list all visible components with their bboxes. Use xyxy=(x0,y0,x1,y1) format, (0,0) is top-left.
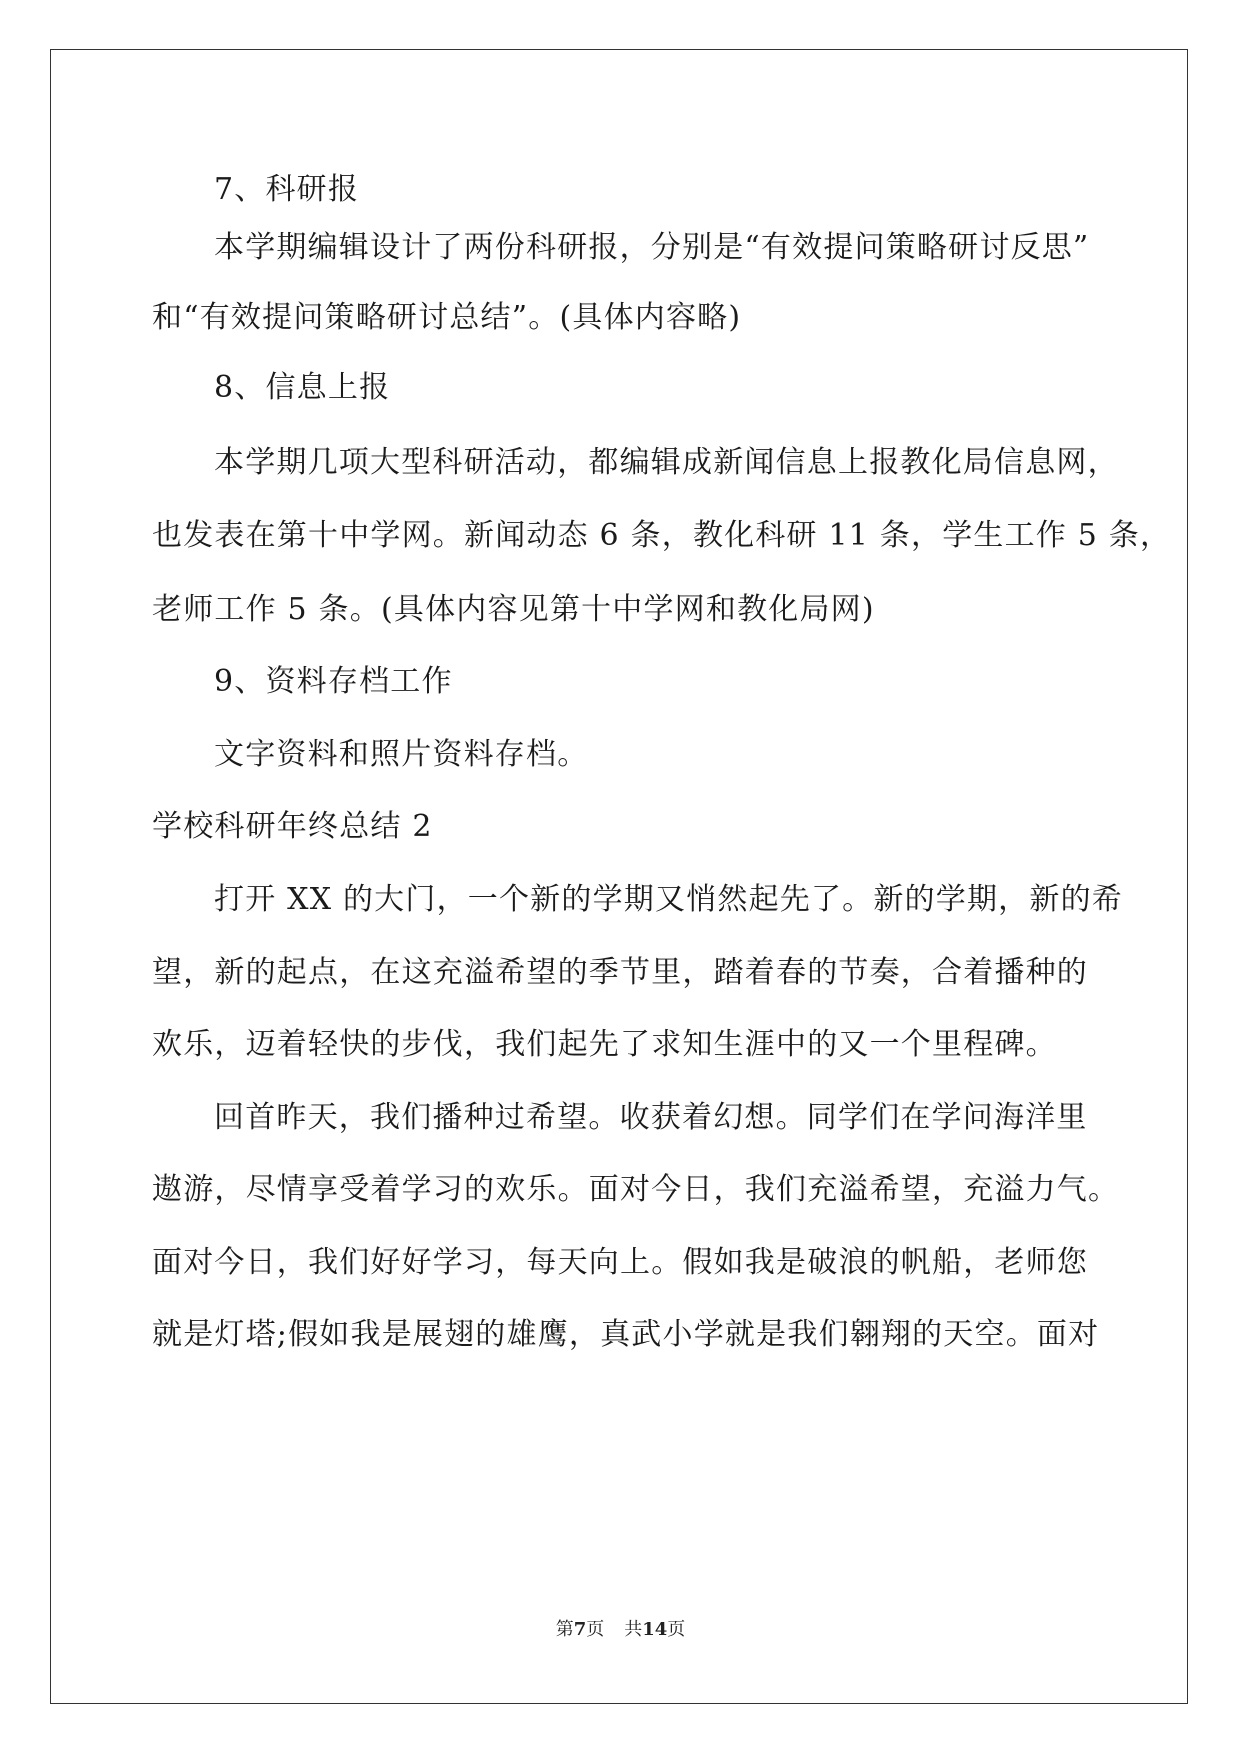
paragraph-line: 欢乐，迈着轻快的步伐，我们起先了求知生涯中的又一个里程碑。 xyxy=(152,1027,1057,1062)
paragraph-line: 回首昨天，我们播种过希望。收获着幻想。同学们在学问海洋里 xyxy=(214,1100,1088,1135)
total-suffix: 页 xyxy=(667,1619,686,1640)
page-footer xyxy=(0,1618,1241,1642)
paragraph-line: 遨游，尽情享受着学习的欢乐。面对今日，我们充溢希望，充溢力气。 xyxy=(152,1172,1120,1207)
paragraph-line: 就是灯塔;假如我是展翅的雄鹰，真武小学就是我们翱翔的天空。面对 xyxy=(152,1317,1100,1352)
total-prefix: 共 xyxy=(624,1619,643,1640)
heading-research-newsletter: 7、科研报 xyxy=(214,172,360,207)
page-number: 7 xyxy=(573,1619,587,1640)
paragraph-line: 望，新的起点，在这充溢希望的季节里，踏着春的节奏，合着播种的 xyxy=(152,955,1088,990)
page-prefix: 第 xyxy=(555,1619,574,1640)
heading-info-report: 8、信息上报 xyxy=(214,370,391,405)
paragraph-line: 也发表在第十中学网。新闻动态 6 条，教化科研 11 条，学生工作 5 条， xyxy=(152,518,1172,553)
paragraph-line: 本学期几项大型科研活动，都编辑成新闻信息上报教化局信息网， xyxy=(214,445,1119,480)
paragraph-line: 和“有效提问策略研讨总结”。(具体内容略) xyxy=(152,300,742,335)
paragraph-line: 打开 XX 的大门，一个新的学期又悄然起先了。新的学期，新的希 xyxy=(214,882,1123,917)
heading-archive-work: 9、资料存档工作 xyxy=(214,664,453,699)
page-suffix: 页 xyxy=(586,1619,605,1640)
paragraph-line: 面对今日，我们好好学习，每天向上。假如我是破浪的帆船，老师您 xyxy=(152,1245,1088,1280)
total-pages: 14 xyxy=(642,1619,668,1640)
paragraph-line: 老师工作 5 条。(具体内容见第十中学网和教化局网) xyxy=(152,592,875,627)
paragraph-line: 本学期编辑设计了两份科研报，分别是“有效提问策略研讨反思” xyxy=(214,230,1090,265)
section-title: 学校科研年终总结 2 xyxy=(152,809,433,844)
paragraph-line: 文字资料和照片资料存档。 xyxy=(214,737,589,772)
